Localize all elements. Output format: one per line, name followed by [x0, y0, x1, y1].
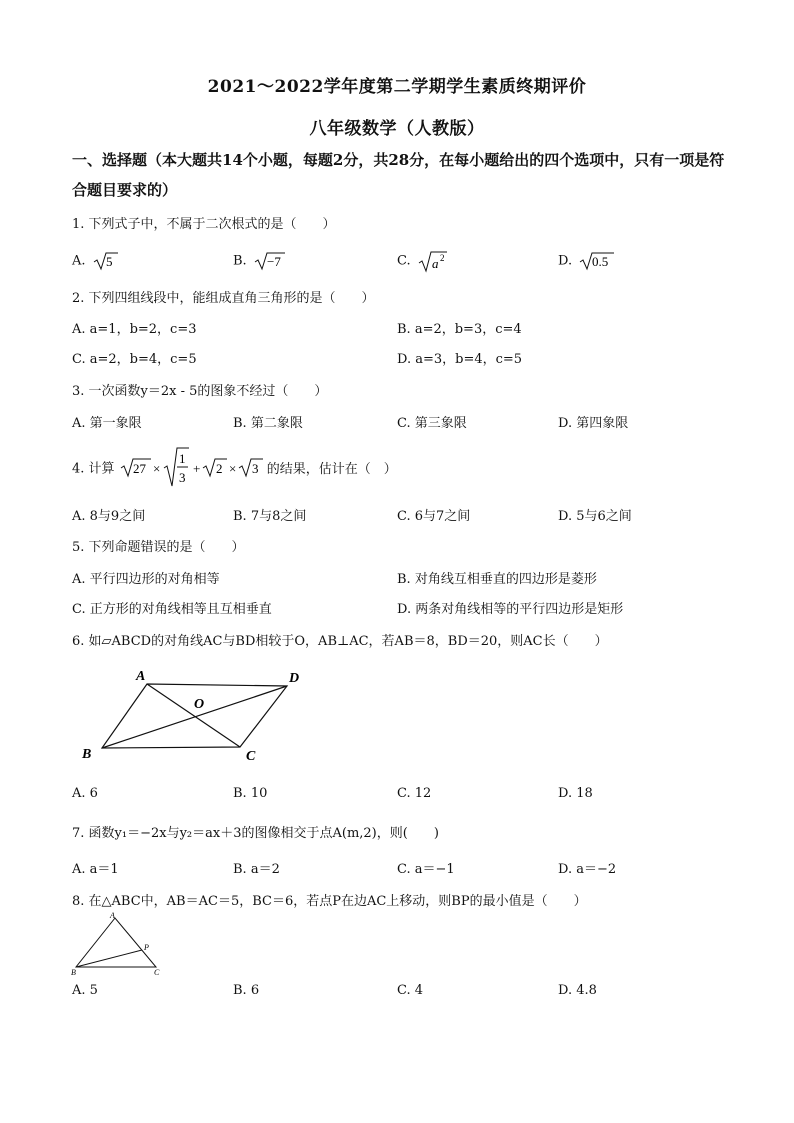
question-1-stem: 1. 下列式子中，不属于二次根式的是（ ）	[72, 217, 336, 232]
question-6-option-c: C. 12	[397, 786, 432, 801]
question-5-option-b: B. 对角线互相垂直的四边形是菱形	[397, 572, 597, 587]
question-1-option-a: A. 5	[72, 251, 120, 271]
sqrt-symbol	[576, 251, 616, 271]
point-label-p: P	[144, 943, 149, 952]
question-1-option-d: D. 0.5	[558, 251, 616, 271]
question-8-option-d: D. 4.8	[558, 983, 597, 998]
question-3-option-b: B. 第二象限	[233, 416, 303, 431]
exam-title: 2021～2022学年度第二学期学生素质终期评价	[207, 77, 587, 97]
exponent: 2	[439, 253, 445, 263]
vertex-label-d: D	[289, 671, 300, 686]
exam-subtitle: 八年级数学（人教版）	[309, 119, 485, 139]
question-4-option-c: C. 6与7之间	[397, 509, 471, 524]
radicand: a	[431, 256, 439, 271]
vertex-label-b: B	[82, 747, 92, 762]
plus-sign: +	[192, 461, 201, 476]
question-5-option-d: D. 两条对角线相等的平行四边形是矩形	[397, 602, 624, 617]
segment-bp	[76, 950, 142, 967]
question-5-option-a: A. 平行四边形的对角相等	[72, 572, 220, 587]
vertex-label-a: A	[136, 669, 146, 684]
question-8-option-c: C. 4	[397, 983, 424, 998]
question-7-option-c: C. a＝−1	[397, 862, 455, 877]
vertex-label-c: C	[246, 749, 256, 764]
fraction-numerator: 1	[178, 451, 186, 466]
question-2-option-c: C. a=2，b=4，c=5	[72, 352, 197, 367]
question-8-stem: 8. 在△ABC中，AB＝AC＝5，BC＝6，若点P在边AC上移动，则BP的最小值是（ ）	[72, 894, 587, 909]
question-5-option-c: C. 正方形的对角线相等且互相垂直	[72, 602, 272, 617]
diagonal-bd	[102, 686, 287, 748]
question-7-stem: 7. 函数y₁＝−2x与y₂＝ax＋3的图像相交于点A(m,2)，则( )	[72, 826, 439, 841]
question-4-option-a: A. 8与9之间	[72, 509, 146, 524]
question-3-stem: 3. 一次函数y＝2x - 5的图象不经过（ ）	[72, 384, 328, 399]
radicand: −7	[266, 254, 281, 269]
radicand: 5	[105, 254, 113, 269]
question-6-option-d: D. 18	[558, 786, 593, 801]
radicand: 27	[132, 461, 146, 476]
vertex-label-a: A	[110, 911, 115, 920]
times-sign: ×	[152, 461, 161, 476]
fraction-denominator: 3	[178, 470, 186, 485]
diagonal-ac	[147, 684, 240, 747]
question-1-option-c: C. a 2	[397, 249, 449, 273]
question-8-option-a: A. 5	[72, 983, 98, 998]
question-8-option-b: B. 6	[233, 983, 260, 998]
question-3-option-c: C. 第三象限	[397, 416, 467, 431]
radicand: 0.5	[592, 254, 609, 269]
sqrt-symbol	[415, 249, 449, 273]
question-2-option-b: B. a=2，b=3，c=4	[397, 322, 522, 337]
question-7-option-b: B. a＝2	[233, 862, 280, 877]
question-4-option-b: B. 7与8之间	[233, 509, 307, 524]
question-1-option-b: B. −7	[233, 251, 287, 271]
radicand: 2	[215, 461, 223, 476]
question-7-option-d: D. a＝−2	[558, 862, 617, 877]
question-6-option-a: A. 6	[72, 786, 98, 801]
question-7-option-a: A. a＝1	[72, 862, 119, 877]
question-6-stem: 6. 如▱ABCD的对角线AC与BD相较于O，AB⊥AC，若AB＝8，BD＝20，则AC长（ ）	[72, 634, 608, 649]
question-4-stem: 4. 计算 27 × 1 3 + 2 × 3 的结果，估计在（ ）	[72, 446, 397, 488]
sqrt-symbol	[251, 251, 287, 271]
question-4-option-d: D. 5与6之间	[558, 509, 632, 524]
section-heading: 一、选择题（本大题共14个小题，每题2分，共28分，在每小题给出的四个选项中，只有一项是符合题目要求的）	[72, 151, 725, 199]
sqrt-symbol	[90, 251, 120, 271]
question-3-option-a: A. 第一象限	[72, 416, 142, 431]
vertex-label-c: C	[154, 968, 160, 977]
question-6-option-b: B. 10	[233, 786, 268, 801]
question-3-option-d: D. 第四象限	[558, 416, 629, 431]
vertex-label-b: B	[71, 968, 76, 977]
parallelogram-figure	[72, 664, 322, 768]
question-5-stem: 5. 下列命题错误的是（ ）	[72, 540, 245, 555]
triangle-figure	[70, 910, 166, 978]
radicand: 3	[251, 461, 259, 476]
times-sign: ×	[228, 461, 237, 476]
question-2-option-d: D. a=3，b=4，c=5	[397, 352, 523, 367]
question-2-stem: 2. 下列四组线段中，能组成直角三角形的是（ ）	[72, 291, 375, 306]
question-2-option-a: A. a=1，b=2，c=3	[72, 322, 197, 337]
intersection-label-o: O	[194, 697, 205, 712]
